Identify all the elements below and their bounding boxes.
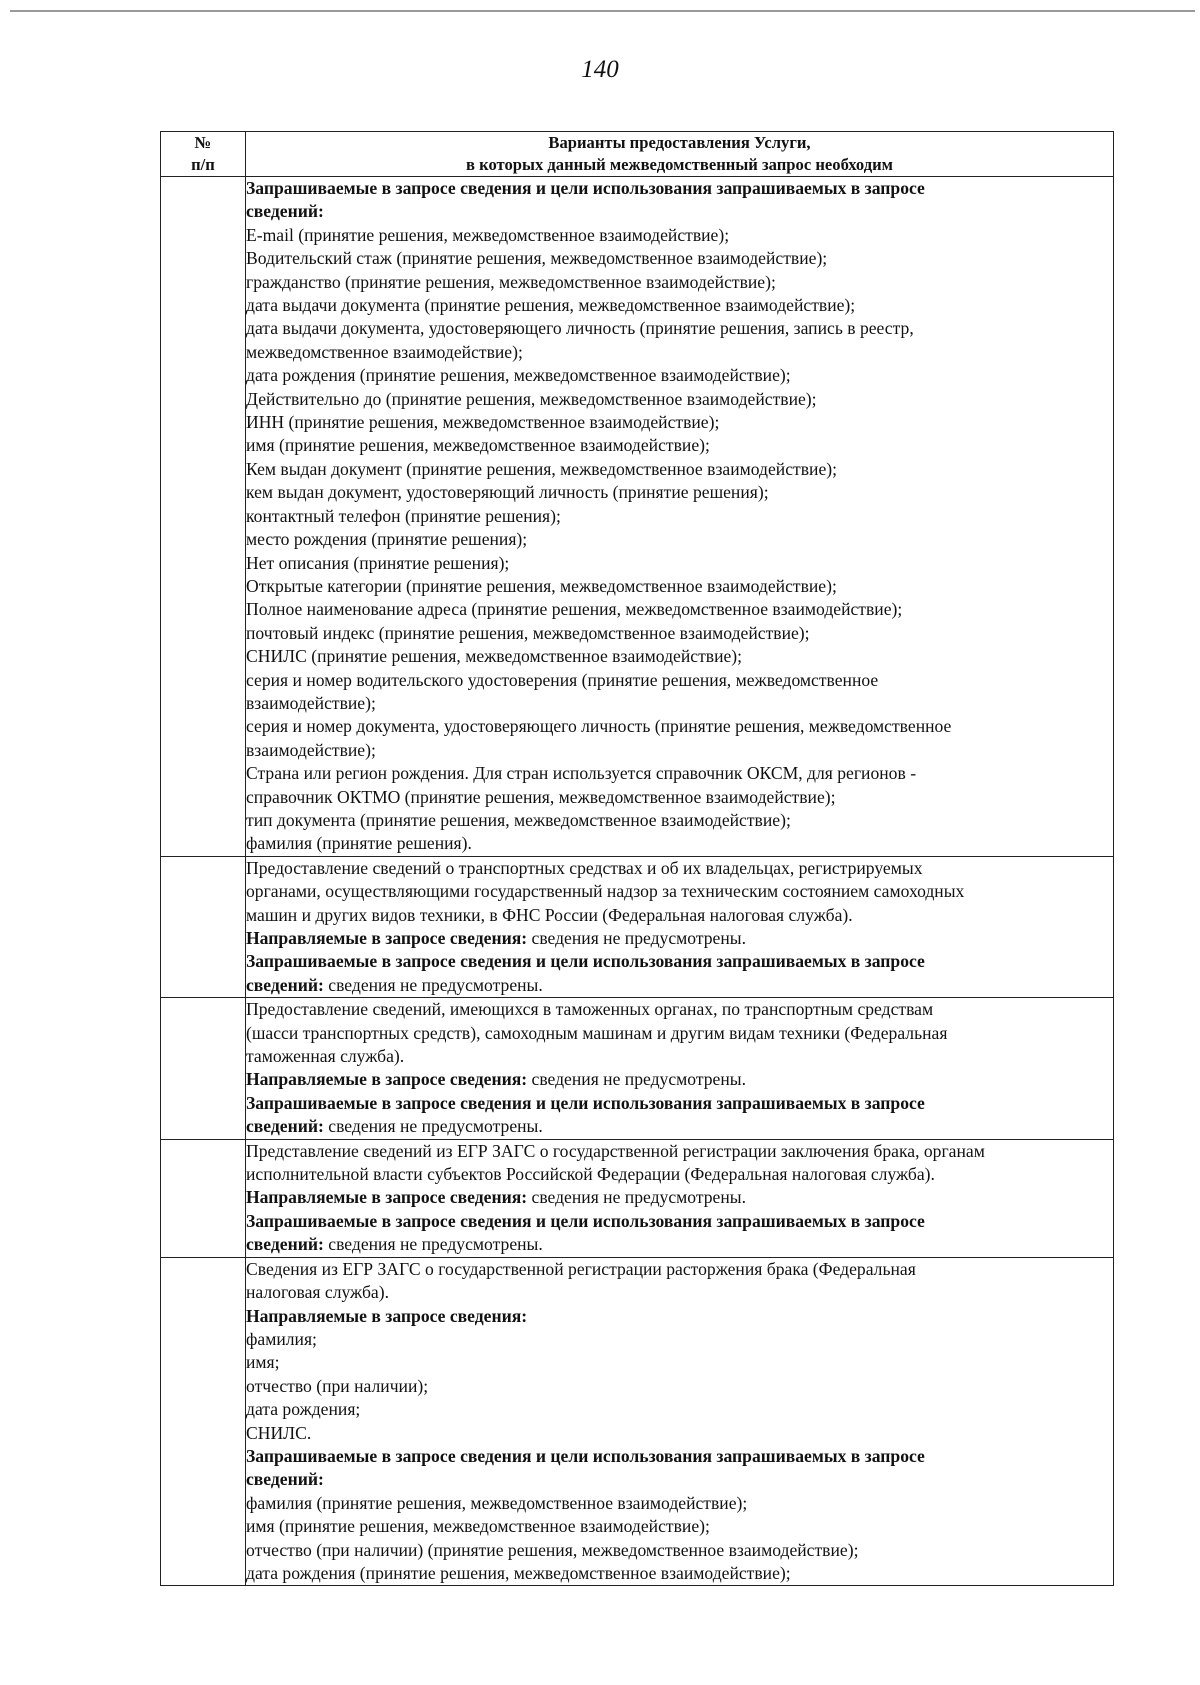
table-header-row <box>161 132 1114 177</box>
list-item: серия и номер документа, удостоверяющего личность (принятие решения, межведомственное <box>246 716 952 737</box>
row-content-cell <box>246 177 1114 857</box>
row-number-cell <box>161 1139 246 1257</box>
list-item: межведомственное взаимодействие); <box>246 341 523 362</box>
header-number-cell <box>161 132 246 177</box>
requested-items-list <box>246 224 1113 856</box>
list-item: Кем выдан документ (принятие решения, межведомственное взаимодействие); <box>246 458 837 479</box>
requested-label-line-2: сведений: <box>246 1469 324 1490</box>
requested-label-line-2: сведений: <box>246 1116 324 1137</box>
service-title-line: налоговая служба). <box>246 1282 390 1303</box>
list-item: отчество (при наличии) (принятие решения, межведомственное взаимодействие); <box>246 1539 859 1560</box>
requested-heading-line-2: сведений: <box>246 201 324 222</box>
service-title-line: (шасси транспортных средств), самоходным машинам и другим видам техники (Федеральная <box>246 1022 948 1043</box>
list-item: Нет описания (принятие решения); <box>246 552 510 573</box>
table-row <box>161 856 1114 997</box>
row-number-cell <box>161 856 246 997</box>
list-item: Действительно до (принятие решения, межведомственное взаимодействие); <box>246 388 817 409</box>
sent-label: Направляемые в запросе сведения: <box>246 1069 528 1090</box>
list-item: дата выдачи документа (принятие решения, межведомственное взаимодействие); <box>246 295 856 316</box>
service-title <box>246 1140 1113 1187</box>
list-item: кем выдан документ, удостоверяющий личность (принятие решения); <box>246 482 769 503</box>
list-item: ИНН (принятие решения, межведомственное взаимодействие); <box>246 412 720 433</box>
list-item: Страна или регион рождения. Для стран используется справочник ОКСМ, для регионов - <box>246 763 917 784</box>
row-number-cell <box>161 177 246 857</box>
service-title-line: Представление сведений из ЕГР ЗАГС о государственной регистрации заключения брака, органам <box>246 1140 985 1161</box>
list-item: отчество (при наличии); <box>246 1375 429 1396</box>
row-content-cell <box>246 856 1114 997</box>
row-number-cell <box>161 1257 246 1586</box>
list-item: взаимодействие); <box>246 739 376 760</box>
sent-label: Направляемые в запросе сведения: <box>246 928 528 948</box>
header-number-sign: № <box>194 133 212 152</box>
requests-table <box>160 131 1114 1586</box>
sent-value: сведения не предусмотрены. <box>527 928 746 948</box>
requested-items-list <box>246 1492 1113 1586</box>
service-title-line: исполнительной власти субъектов Российской Федерации (Федеральная налоговая служба). <box>246 1164 935 1185</box>
requested-label-line-1: Запрашиваемые в запросе сведения и цели использования запрашиваемых в запросе <box>246 1210 925 1231</box>
list-item: имя; <box>246 1352 280 1373</box>
service-title-line: машин и других видов техники, в ФНС России (Федеральная налоговая служба). <box>246 904 853 925</box>
row-content-cell <box>246 1257 1114 1586</box>
header-variants-line-2: в которых данный межведомственный запрос необходим <box>466 155 893 174</box>
service-title-line: Предоставление сведений, имеющихся в таможенных органах, по транспортным средствам <box>246 999 934 1020</box>
header-number-abbr: п/п <box>191 155 215 174</box>
row-number-cell <box>161 998 246 1139</box>
page-number: 140 <box>581 56 619 83</box>
list-item: контактный телефон (принятие решения); <box>246 505 561 526</box>
service-title-line: Сведения из ЕГР ЗАГС о государственной регистрации расторжения брака (Федеральная <box>246 1258 916 1279</box>
table-row <box>161 998 1114 1139</box>
list-item: серия и номер водительского удостоверения (принятие решения, межведомственное <box>246 669 879 690</box>
list-item: взаимодействие); <box>246 692 376 713</box>
header-variants-line-1: Варианты предоставления Услуги, <box>548 133 811 152</box>
row-content-cell <box>246 998 1114 1139</box>
requested-label-line-1: Запрашиваемые в запросе сведения и цели использования запрашиваемых в запросе <box>246 951 925 972</box>
list-item: дата рождения; <box>246 1399 361 1420</box>
list-item: Полное наименование адреса (принятие решения, межведомственное взаимодействие); <box>246 599 903 620</box>
requested-label-line-2: сведений: <box>246 974 324 995</box>
list-item: фамилия; <box>246 1328 317 1349</box>
service-title-line: таможенная служба). <box>246 1046 405 1067</box>
requested-label-line-2: сведений: <box>246 1234 324 1255</box>
list-item: дата выдачи документа, удостоверяющего личность (принятие решения, запись в реестр, <box>246 318 914 339</box>
service-title <box>246 857 1113 927</box>
requested-value: сведения не предусмотрены. <box>323 1116 543 1137</box>
list-item: Открытые категории (принятие решения, межведомственное взаимодействие); <box>246 575 837 596</box>
table-row <box>161 1139 1114 1257</box>
table-row <box>161 177 1114 857</box>
list-item: СНИЛС. <box>246 1422 312 1443</box>
row-content-cell <box>246 1139 1114 1257</box>
list-item: тип документа (принятие решения, межведомственное взаимодействие); <box>246 809 791 830</box>
sent-value: сведения не предусмотрены. <box>527 1187 746 1208</box>
service-title-line: Предоставление сведений о транспортных средствах и об их владельцах, регистрируемых <box>246 857 923 878</box>
list-item: имя (принятие решения, межведомственное взаимодействие); <box>246 1516 710 1537</box>
list-item: место рождения (принятие решения); <box>246 529 528 550</box>
sent-value: сведения не предусмотрены. <box>527 1069 746 1090</box>
service-title <box>246 998 1113 1068</box>
list-item: СНИЛС (принятие решения, межведомственное взаимодействие); <box>246 646 743 667</box>
service-title-line: органами, осуществляющими государственный надзор за техническим состоянием самоходных <box>246 881 965 902</box>
sent-items-list <box>246 1328 1113 1445</box>
requested-value: сведения не предусмотрены. <box>323 974 543 995</box>
requested-value: сведения не предусмотрены. <box>323 1234 543 1255</box>
list-item: фамилия (принятие решения). <box>246 833 472 854</box>
requested-label-line-1: Запрашиваемые в запросе сведения и цели использования запрашиваемых в запросе <box>246 1445 925 1466</box>
requested-heading-line-1: Запрашиваемые в запросе сведения и цели использования запрашиваемых в запросе <box>246 178 925 198</box>
list-item: фамилия (принятие решения, межведомственное взаимодействие); <box>246 1492 748 1513</box>
table-row <box>161 1257 1114 1586</box>
header-variants-cell <box>246 132 1114 177</box>
list-item: дата рождения (принятие решения, межведомственное взаимодействие); <box>246 365 791 386</box>
list-item: гражданство (принятие решения, межведомственное взаимодействие); <box>246 271 776 292</box>
list-item: E-mail (принятие решения, межведомственное взаимодействие); <box>246 224 730 245</box>
sent-label: Направляемые в запросе сведения: <box>246 1187 528 1208</box>
top-scan-rule <box>10 10 1195 12</box>
list-item: Водительский стаж (принятие решения, межведомственное взаимодействие); <box>246 248 828 269</box>
requested-label-line-1: Запрашиваемые в запросе сведения и цели использования запрашиваемых в запросе <box>246 1092 925 1113</box>
list-item: имя (принятие решения, межведомственное взаимодействие); <box>246 435 710 456</box>
list-item: почтовый индекс (принятие решения, межведомственное взаимодействие); <box>246 622 810 643</box>
service-title <box>246 1258 1113 1305</box>
list-item: дата рождения (принятие решения, межведомственное взаимодействие); <box>246 1562 791 1583</box>
sent-label: Направляемые в запросе сведения: <box>246 1305 528 1326</box>
list-item: справочник ОКТМО (принятие решения, межведомственное взаимодействие); <box>246 786 836 807</box>
